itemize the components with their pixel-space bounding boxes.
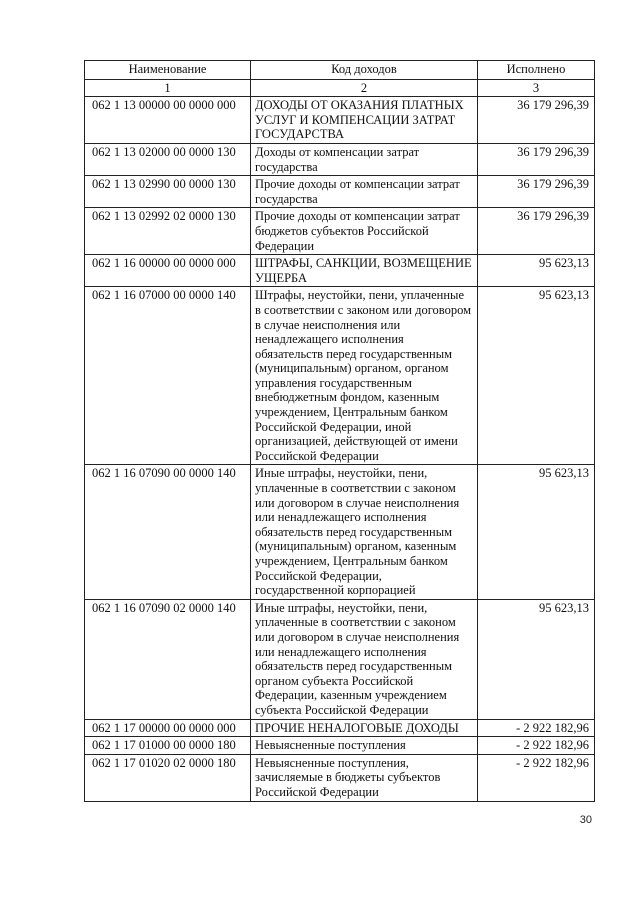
amount-cell: 36 179 296,39 (478, 208, 595, 255)
amount-cell: 36 179 296,39 (478, 176, 595, 208)
description-cell: ДОХОДЫ ОТ ОКАЗАНИЯ ПЛАТНЫХ УСЛУГ И КОМПЕНСАЦИИ ЗАТРАТ ГОСУДАРСТВА (251, 97, 478, 144)
amount-cell: 95 623,13 (478, 255, 595, 287)
amount-cell: 36 179 296,39 (478, 97, 595, 144)
column-number-row (85, 79, 595, 97)
table-body (85, 97, 595, 801)
table-row (85, 599, 595, 719)
amount-cell: 95 623,13 (478, 599, 595, 719)
amount-cell: 36 179 296,39 (478, 143, 595, 175)
income-code-cell: 062 1 16 07090 00 0000 140 (85, 465, 251, 599)
header-income-code: Код доходов (251, 61, 478, 80)
income-code-cell: 062 1 17 00000 00 0000 000 (85, 719, 251, 737)
description-cell: Штрафы, неустойки, пени, уплаченные в соответствии с законом или договором в случае неисполнения или ненадлежащего исполнения обязательств перед государственным (муниципальным) органом, органом управления государственным внебюджетным фондом, казенным учреждением, Центральным банком Российской Федерации, иной организацией, действующей от имени Российской Федерации (251, 287, 478, 465)
page-number: 30 (579, 814, 592, 826)
revenue-table (84, 60, 595, 802)
income-code-cell: 062 1 13 02992 02 0000 130 (85, 208, 251, 255)
income-code-cell: 062 1 16 07090 02 0000 140 (85, 599, 251, 719)
amount-cell: 95 623,13 (478, 287, 595, 465)
description-cell: Доходы от компенсации затрат государства (251, 143, 478, 175)
table-row (85, 754, 595, 801)
column-number: 1 (85, 79, 251, 97)
header-executed: Исполнено (478, 61, 595, 80)
income-code-cell: 062 1 16 07000 00 0000 140 (85, 287, 251, 465)
table-row (85, 143, 595, 175)
description-cell: Иные штрафы, неустойки, пени, уплаченные в соответствии с законом или договором в случае неисполнения или ненадлежащего исполнения обязательств перед государственным (муниципальным) органом, казенным учреждением, Центральным банком Российской Федерации, государственной корпорацией (251, 465, 478, 599)
description-cell: Иные штрафы, неустойки, пени, уплаченные в соответствии с законом или договором в случае неисполнения или ненадлежащего исполнения обязательств перед государственным органом субъекта Российской Федерации, казенным учреждением субъекта Российской Федерации (251, 599, 478, 719)
header-row (85, 61, 595, 80)
header-name: Наименование (85, 61, 251, 80)
description-cell: Прочие доходы от компенсации затрат бюджетов субъектов Российской Федерации (251, 208, 478, 255)
column-number: 2 (251, 79, 478, 97)
income-code-cell: 062 1 13 02990 00 0000 130 (85, 176, 251, 208)
table-row (85, 737, 595, 755)
table-row (85, 465, 595, 599)
description-cell: Невыясненные поступления, зачисляемые в бюджеты субъектов Российской Федерации (251, 754, 478, 801)
income-code-cell: 062 1 17 01020 02 0000 180 (85, 754, 251, 801)
table-row (85, 287, 595, 465)
column-number: 3 (478, 79, 595, 97)
income-code-cell: 062 1 16 00000 00 0000 000 (85, 255, 251, 287)
table-row (85, 176, 595, 208)
table-row (85, 208, 595, 255)
income-code-cell: 062 1 13 00000 00 0000 000 (85, 97, 251, 144)
income-code-cell: 062 1 13 02000 00 0000 130 (85, 143, 251, 175)
amount-cell: - 2 922 182,96 (478, 754, 595, 801)
table-row (85, 255, 595, 287)
description-cell: Прочие доходы от компенсации затрат государства (251, 176, 478, 208)
amount-cell: 95 623,13 (478, 465, 595, 599)
amount-cell: - 2 922 182,96 (478, 737, 595, 755)
amount-cell: - 2 922 182,96 (478, 719, 595, 737)
description-cell: Невыясненные поступления (251, 737, 478, 755)
table-row (85, 719, 595, 737)
description-cell: ПРОЧИЕ НЕНАЛОГОВЫЕ ДОХОДЫ (251, 719, 478, 737)
table-row (85, 97, 595, 144)
income-code-cell: 062 1 17 01000 00 0000 180 (85, 737, 251, 755)
description-cell: ШТРАФЫ, САНКЦИИ, ВОЗМЕЩЕНИЕ УЩЕРБА (251, 255, 478, 287)
